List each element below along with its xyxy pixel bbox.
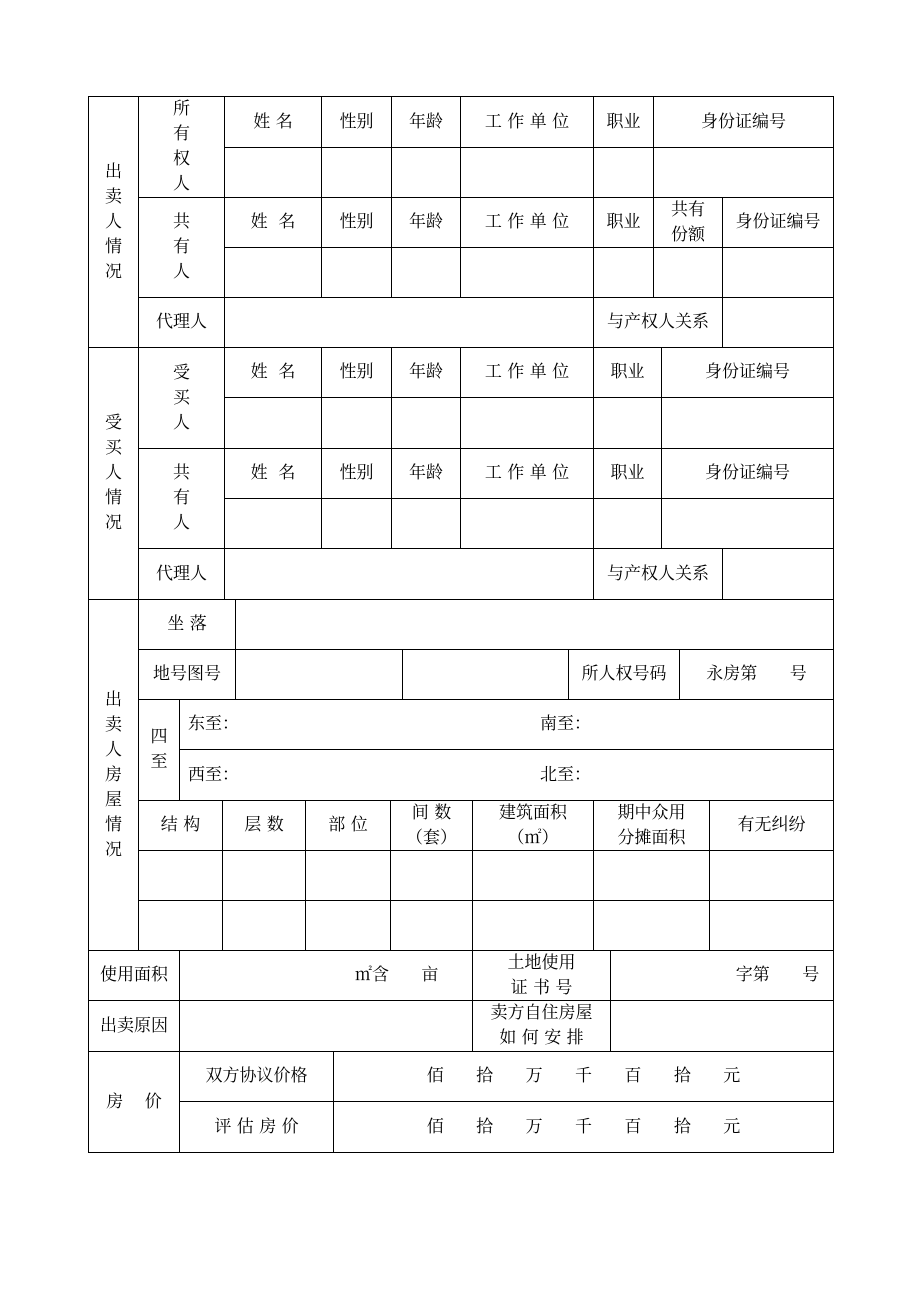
house-header-dispute: 有无纠纷 xyxy=(737,815,806,835)
owner-label: 所 有 权 人 xyxy=(173,99,190,194)
seller-agent-label: 代理人 xyxy=(156,312,207,332)
house-header-position: 部 位 xyxy=(328,815,368,835)
buyer-relation-label: 与产权人关系 xyxy=(607,563,709,584)
rule xyxy=(88,1152,834,1153)
rule xyxy=(224,247,834,248)
appraised-price-units: 佰 拾 万 千 百 拾 元 xyxy=(426,1116,741,1137)
buyer-agent-label: 代理人 xyxy=(156,563,207,584)
north-boundary: 北至： xyxy=(540,764,591,785)
house-header-shared-area: 期中众用 分摊面积 xyxy=(617,802,686,848)
seller-section-label: 出 卖 人 情 况 xyxy=(105,161,122,282)
rule xyxy=(235,599,236,700)
seller-housing-label: 卖方自住房屋 如 何 安 排 xyxy=(490,1003,593,1048)
cert-label: 所人权号码 xyxy=(581,664,667,684)
buyer-coowner-header-gender: 性别 xyxy=(339,463,374,483)
owner-header-id: 身份证编号 xyxy=(701,111,786,132)
seller-coowner-header-workplace: 工 作 单 位 xyxy=(484,212,570,232)
usage-area-units: ㎡含 亩 xyxy=(355,965,439,985)
buyer-header-id: 身份证编号 xyxy=(705,362,790,382)
buyer-header-workplace: 工 作 单 位 xyxy=(484,362,570,382)
buyer-coowner-header-name: 姓 名 xyxy=(250,463,296,483)
seller-coowner-header-age: 年龄 xyxy=(409,212,443,232)
house-header-rooms: 间 数 （套） xyxy=(406,802,457,848)
seller-relation-label: 与产权人关系 xyxy=(607,312,709,332)
house-header-floors: 层 数 xyxy=(244,815,284,835)
west-boundary: 西至： xyxy=(188,764,239,785)
price-label: 房 价 xyxy=(106,1091,162,1112)
rule xyxy=(179,749,834,750)
rule xyxy=(402,649,403,700)
land-cert-label: 土地使用 证 书 号 xyxy=(507,952,576,998)
buyer-coowner-header-id: 身份证编号 xyxy=(705,463,790,483)
seller-coowner-label: 共 有 人 xyxy=(173,212,190,282)
owner-header-age: 年龄 xyxy=(409,111,443,132)
plot-label: 地号图号 xyxy=(153,664,221,684)
rule xyxy=(138,850,834,851)
rule xyxy=(179,699,180,801)
rule xyxy=(138,900,834,901)
appraised-price-label: 评 估 房 价 xyxy=(214,1116,299,1137)
seller-coowner-header-gender: 性别 xyxy=(339,212,374,232)
rule xyxy=(610,950,611,1051)
usage-area-label: 使用面积 xyxy=(100,965,168,985)
rule xyxy=(224,147,834,148)
east-boundary: 东至： xyxy=(188,714,239,734)
owner-header-occupation: 职业 xyxy=(606,111,641,132)
buyer-coowner-header-workplace: 工 作 单 位 xyxy=(484,463,570,483)
land-cert-value: 字第 号 xyxy=(735,965,820,985)
buyer-coowner-header-age: 年龄 xyxy=(409,463,443,483)
buyer-header-occupation: 职业 xyxy=(610,362,645,382)
buyer-header-name: 姓 名 xyxy=(250,362,296,382)
buyer-coowner-header-occupation: 职业 xyxy=(610,463,645,483)
seller-coowner-header-id: 身份证编号 xyxy=(735,212,821,232)
agreed-price-label: 双方协议价格 xyxy=(205,1066,308,1086)
buyer-header-gender: 性别 xyxy=(339,362,374,382)
seller-coowner-header-occupation: 职业 xyxy=(606,212,641,232)
rule xyxy=(138,297,834,298)
rule xyxy=(138,548,834,549)
owner-header-name: 姓 名 xyxy=(253,111,293,132)
rule xyxy=(88,1000,834,1001)
buyer-header-age: 年龄 xyxy=(409,362,443,382)
boundaries-label: 四 至 xyxy=(150,727,168,772)
buyer-section-label: 受 买 人 情 况 xyxy=(105,413,122,533)
buyer-label: 受 买 人 xyxy=(173,362,190,433)
agreed-price-units: 佰 拾 万 千 百 拾 元 xyxy=(426,1066,741,1086)
seller-coowner-header-name: 姓 名 xyxy=(250,212,296,232)
rule xyxy=(224,397,834,398)
house-header-area: 建筑面积 （㎡） xyxy=(499,802,567,848)
sale-reason-label: 出卖原因 xyxy=(100,1015,168,1036)
rule xyxy=(722,548,723,600)
house-section-label: 出 卖 人 房 屋 情 况 xyxy=(105,689,122,860)
seller-coowner-header-share: 共有 份额 xyxy=(671,199,705,245)
cert-value: 永房第 号 xyxy=(706,664,807,684)
rule xyxy=(833,96,834,1153)
owner-header-gender: 性别 xyxy=(339,111,374,132)
rule xyxy=(224,498,834,499)
house-header-structure: 结 构 xyxy=(160,815,201,835)
buyer-coowner-label: 共 有 人 xyxy=(173,463,190,533)
south-boundary: 南至： xyxy=(540,714,591,734)
location-label: 坐 落 xyxy=(167,614,207,634)
owner-header-workplace: 工 作 单 位 xyxy=(484,111,570,132)
